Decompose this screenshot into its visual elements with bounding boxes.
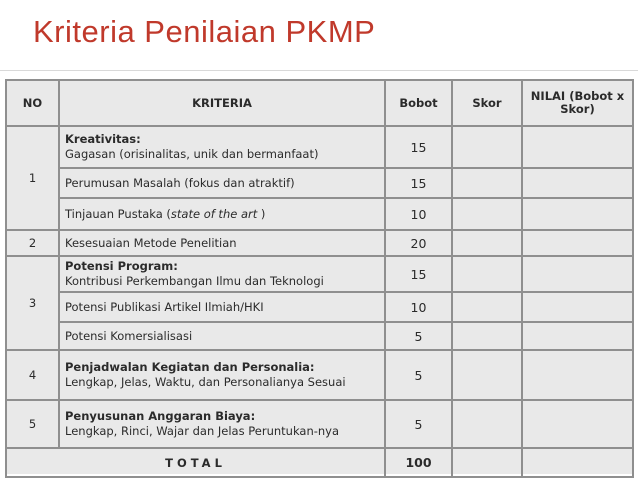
criteria-text: Kesesuaian Metode Penelitian bbox=[65, 235, 237, 250]
skor-cell bbox=[452, 322, 522, 350]
criteria-cell bbox=[59, 256, 385, 292]
total-label: TOTAL bbox=[6, 448, 385, 477]
header-nilai: NILAI (Bobot x Skor) bbox=[522, 80, 633, 126]
skor-cell bbox=[452, 292, 522, 322]
criteria-text: Gagasan (orisinalitas, unik dan bermanfaat) bbox=[65, 147, 319, 161]
table-row bbox=[6, 126, 633, 168]
table-row bbox=[6, 400, 633, 448]
header-bobot: Bobot bbox=[385, 80, 452, 126]
table-row bbox=[6, 198, 633, 230]
skor-cell bbox=[452, 198, 522, 230]
skor-cell bbox=[452, 448, 522, 477]
nilai-cell bbox=[522, 256, 633, 292]
table-row bbox=[6, 230, 633, 256]
criteria-heading: Penyusunan Anggaran Biaya: bbox=[65, 409, 256, 424]
nilai-cell bbox=[522, 292, 633, 322]
criteria-text-italic: state of the art bbox=[170, 206, 258, 221]
skor-cell bbox=[452, 126, 522, 168]
criteria-text-suffix: ) bbox=[257, 206, 266, 221]
criteria-text bbox=[65, 207, 379, 222]
skor-cell bbox=[452, 256, 522, 292]
criteria-table-container bbox=[5, 79, 632, 474]
table-row bbox=[6, 322, 633, 350]
criteria-text-prefix: Tinjauan Pustaka ( bbox=[65, 206, 171, 221]
criteria-cell bbox=[59, 198, 385, 230]
criteria-table bbox=[5, 79, 634, 478]
criteria-cell bbox=[59, 292, 385, 322]
total-value: 100 bbox=[385, 448, 452, 477]
nilai-cell bbox=[522, 230, 633, 256]
criteria-cell bbox=[59, 400, 385, 448]
row-number: 2 bbox=[6, 230, 59, 256]
table-row bbox=[6, 256, 633, 292]
bobot-cell: 10 bbox=[385, 292, 452, 322]
row-number: 4 bbox=[6, 350, 59, 400]
skor-cell bbox=[452, 230, 522, 256]
nilai-cell bbox=[522, 448, 633, 477]
nilai-cell bbox=[522, 198, 633, 230]
criteria-cell bbox=[59, 350, 385, 400]
nilai-cell bbox=[522, 400, 633, 448]
criteria-text: Potensi Komersialisasi bbox=[65, 328, 193, 343]
bobot-cell: 20 bbox=[385, 230, 452, 256]
criteria-heading: Penjadwalan Kegiatan dan Personalia: bbox=[65, 360, 315, 375]
bobot-cell: 15 bbox=[385, 168, 452, 198]
title-divider bbox=[0, 70, 638, 71]
nilai-cell bbox=[522, 126, 633, 168]
criteria-cell bbox=[59, 322, 385, 350]
criteria-text: Kontribusi Perkembangan Ilmu dan Teknologi bbox=[65, 274, 324, 288]
criteria-heading: Potensi Program: bbox=[65, 259, 178, 274]
row-number: 5 bbox=[6, 400, 59, 448]
bobot-cell: 5 bbox=[385, 400, 452, 448]
criteria-heading: Kreativitas: bbox=[65, 132, 141, 147]
bobot-cell: 15 bbox=[385, 256, 452, 292]
skor-cell bbox=[452, 400, 522, 448]
total-row bbox=[6, 448, 633, 477]
skor-cell bbox=[452, 168, 522, 198]
nilai-cell bbox=[522, 322, 633, 350]
header-skor: Skor bbox=[452, 80, 522, 126]
criteria-text: Lengkap, Rinci, Wajar dan Jelas Peruntukan-nya bbox=[65, 424, 340, 438]
bobot-cell: 5 bbox=[385, 322, 452, 350]
nilai-cell bbox=[522, 350, 633, 400]
criteria-cell bbox=[59, 168, 385, 198]
criteria-text: Potensi Publikasi Artikel Ilmiah/HKI bbox=[65, 299, 264, 314]
table-header-row bbox=[6, 80, 633, 126]
criteria-text: Perumusan Masalah (fokus dan atraktif) bbox=[65, 175, 295, 190]
nilai-cell bbox=[522, 168, 633, 198]
criteria-cell bbox=[59, 126, 385, 168]
table-row bbox=[6, 350, 633, 400]
header-kriteria: KRITERIA bbox=[59, 80, 385, 126]
header-no: NO bbox=[6, 80, 59, 126]
slide-title: Kriteria Penilaian PKMP bbox=[33, 14, 376, 49]
bobot-cell: 10 bbox=[385, 198, 452, 230]
table-row bbox=[6, 168, 633, 198]
bobot-cell: 5 bbox=[385, 350, 452, 400]
criteria-cell bbox=[59, 230, 385, 256]
skor-cell bbox=[452, 350, 522, 400]
row-number: 1 bbox=[6, 126, 59, 230]
row-number: 3 bbox=[6, 256, 59, 350]
bobot-cell: 15 bbox=[385, 126, 452, 168]
criteria-text: Lengkap, Jelas, Waktu, dan Personalianya Sesuai bbox=[65, 375, 346, 389]
table-row bbox=[6, 292, 633, 322]
